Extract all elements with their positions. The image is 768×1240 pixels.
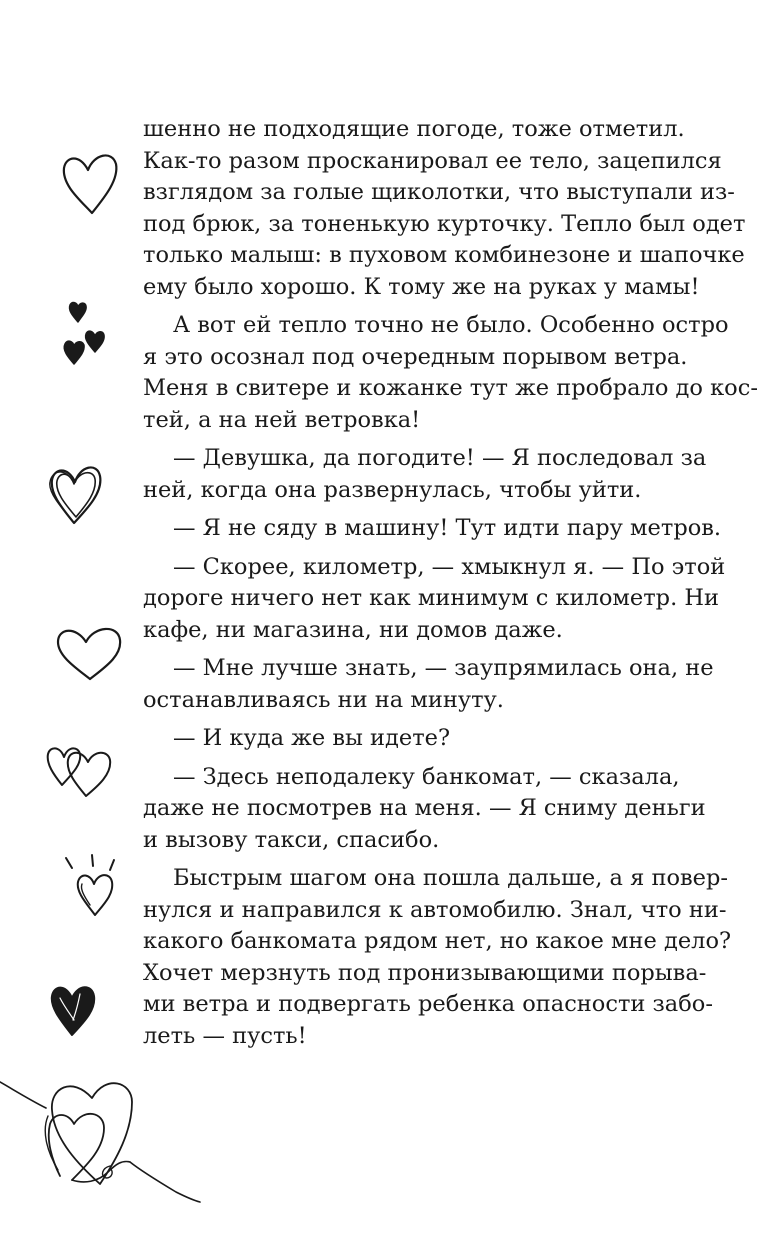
text-line: — И куда же вы идете? — [173, 725, 451, 751]
text-line: и вызову такси, спасибо. — [143, 826, 440, 853]
text-line: нулся и направился к автомобилю. Знал, что ни- — [143, 896, 727, 923]
heart-outline-icon — [64, 155, 117, 213]
scribbled-heart-icon — [50, 467, 101, 523]
text-line: Быстрым шагом она пошла дальше, а я повер- — [173, 865, 728, 891]
text-line: я это осознал под очередным порывом ветра. — [143, 343, 688, 370]
text-line: взглядом за голые щиколотки, что выступали из- — [143, 179, 735, 205]
text-line: ему было хорошо. К тому же на руках у мамы! — [143, 273, 700, 300]
text-line: — Здесь неподалеку банкомат, — сказала, — [173, 763, 680, 790]
double-heart-icon — [48, 748, 111, 796]
text-line: даже не посмотрев на меня. — Я сниму деньги — [143, 795, 706, 821]
heart-outline-icon — [58, 629, 120, 679]
text-line: — Мне лучше знать, — заупрямилась она, не — [173, 655, 714, 681]
text-line: Хочет мерзнуть под пронизывающими порыва- — [143, 959, 707, 986]
text-line: какого банкомата рядом нет, но какое мне дело? — [143, 928, 732, 954]
text-line: — Я не сяду в машину! Тут идти пару метров. — [173, 515, 722, 541]
text-line: — Девушка, да погодите! — Я последовал за — [173, 445, 707, 471]
small-hearts-cluster-icon — [64, 303, 104, 364]
filled-heart-icon — [52, 987, 94, 1035]
text-line: под брюк, за тоненькую курточку. Тепло был одет — [143, 210, 746, 237]
text-line: ми ветра и подвергать ребенка опасности забо- — [143, 991, 713, 1017]
text-line: дороге ничего нет как минимум с километр. Ни — [143, 585, 720, 611]
text-line: только малыш: в пуховом комбинезоне и шапочке — [143, 242, 745, 268]
text-line: леть — пусть! — [143, 1022, 307, 1049]
text-line: кафе, ни магазина, ни домов даже. — [143, 616, 563, 643]
overlapping-hearts-swirl-icon — [0, 1082, 200, 1202]
text-line: — Скорее, километр, — хмыкнул я. — По этой — [173, 553, 726, 580]
text-line: А вот ей тепло точно не было. Особенно остро — [173, 312, 729, 338]
text-line: Меня в свитере и кожанке тут же пробрало до кос- — [143, 375, 758, 401]
text-line: ней, когда она развернулась, чтобы уйти. — [143, 476, 642, 503]
text-line: тей, а на ней ветровка! — [143, 406, 421, 433]
text-line: шенно не подходящие погоде, тоже отметил. — [143, 116, 685, 142]
text-line: останавливаясь ни на минуту. — [143, 686, 504, 713]
body-text — [143, 114, 758, 1052]
text-line: Как-то разом просканировал ее тело, зацепился — [143, 147, 722, 174]
heart-with-rays-icon — [66, 855, 114, 915]
